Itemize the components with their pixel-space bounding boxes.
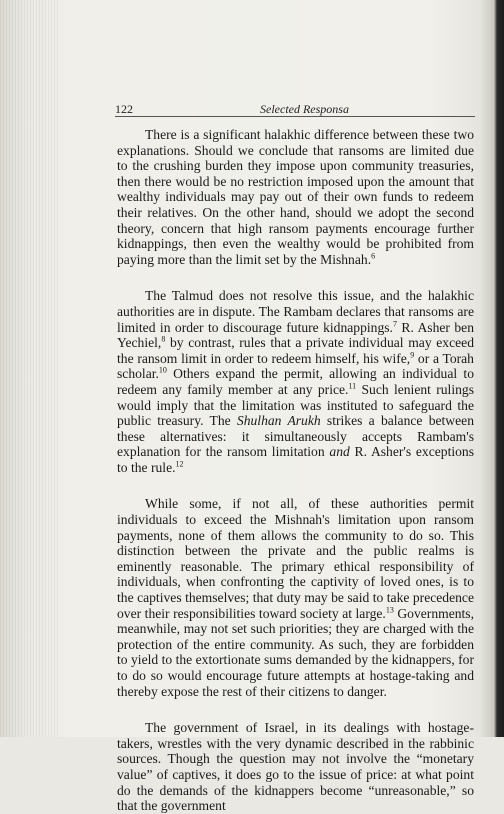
paragraph-3 — [117, 496, 474, 699]
footnote-ref: 13 — [385, 605, 394, 615]
footnote-ref: 8 — [161, 334, 166, 344]
text-run: or a Torah scholar. — [117, 350, 474, 382]
body-text — [117, 127, 474, 814]
italic-text: and — [329, 444, 350, 460]
footnote-ref: 10 — [158, 365, 167, 375]
page-header — [115, 102, 475, 117]
text-run: There is a significant halakhic difference between these two explanations. Should we conclude that ransoms are limited due to the crushing burden they impose upon community treasuries, then there would be no restriction imposed upon the amount that wealthy individuals may pay out of their own funds to redeem their relatives. On the other hand, should we adopt the second theory, concern that high ransom payments encourage further kidnappings, then even the wealthy would be prohibited from paying more than the limit set by the Mishnah. — [117, 127, 474, 267]
paragraph-2 — [117, 288, 474, 475]
page-number: 122 — [115, 102, 133, 116]
text-run: While some, if not all, of these authorities permit individuals to exceed the Mishnah's limitation upon ransom payments, none of them allows the community to do so. This distinction between the private and the public realms is eminently reasonable. The primary ethical responsibility of individuals, when confronting the captivity of loved ones, is to the captives themselves; that duty may be said to take precedence over their responsibilities toward society at large. — [117, 496, 474, 621]
text-run: Such lenient rulings would imply that the limitation was instituted to safeguard the public treasury. The — [117, 381, 474, 429]
text-run: by contrast, rules that a private individual may exceed the ransom limit in order to redeem himself, his wife, — [117, 335, 474, 366]
text-run: Governments, meanwhile, may not set such priorities; they are charged with the protection of the entire community. As such, they are forbidden to yield to the extortionate sums demanded by the kidnappers, for to do so would encourage future attempts at hostage-taking and thereby expose the rest of their citizens to danger. — [117, 605, 474, 699]
text-run: R. Asher ben Yechiel, — [117, 319, 474, 351]
footnote-ref: 11 — [348, 381, 357, 391]
text-run: Others expand the permit, allowing an individual to redeem any family member at any price. — [117, 366, 474, 397]
footnote-ref: 9 — [410, 350, 415, 360]
text-run: The government of Israel, in its dealings with hostage-takers, wrestles with the very dynamic described in the rabbinic sources. Though the question may not involve the “monetary value” of captives, it does go to the issue of price: at what point do the demands of the kidnappers become “unreasonable,” so that the government — [117, 720, 474, 814]
paragraph-4 — [117, 720, 474, 814]
paragraph-1 — [117, 127, 474, 267]
italic-text: Shulhan Arukh — [236, 413, 321, 429]
text-run: R. Asher's exceptions to the rule. — [117, 444, 475, 475]
running-head: Selected Responsa — [260, 102, 349, 116]
footnote-ref: 7 — [392, 319, 397, 328]
footnote-ref: 12 — [175, 459, 184, 469]
page-edges — [0, 0, 60, 737]
footnote-ref: 6 — [371, 251, 376, 261]
text-run: strikes a balance between these alternatives: it simultaneously accepts Rambam's explanation for the ransom limitation — [117, 413, 474, 460]
text-run: The Talmud does not resolve this issue, and the halakhic authorities are in dispute. The Rambam declares that ransoms are limited in order to discourage future kidnappings. — [117, 288, 474, 335]
